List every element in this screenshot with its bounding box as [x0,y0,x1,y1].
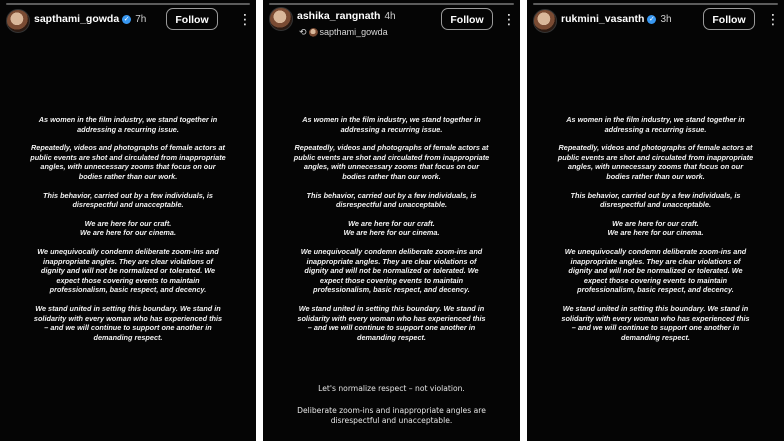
story-panel-sapthami-gowda[interactable] [0,0,256,441]
avatar[interactable] [6,9,30,33]
story-header [269,7,514,35]
username[interactable]: rukmini_vasanth [561,13,645,25]
username-row[interactable] [297,10,396,22]
story-progress-bar [269,3,514,5]
verified-badge-icon: ✓ [123,15,130,23]
statement-paragraph: We stand united in setting this boundary. We stand in solidarity with every woman who has experienced this – and we will continue to support one another in demanding respect. [561,303,750,342]
statement-paragraph: Repeatedly, videos and photographs of female actors at public events are shot and circulated from inappropriate angles, with unnecessary zooms that focus on our bodies rather than our work. [30,143,226,181]
post-time: 7h [135,14,147,25]
username-row[interactable] [561,13,672,25]
statement-paragraph: Repeatedly, videos and photographs of female actors at public events are shot and circulated from inappropriate angles, with unnecessary zooms that focus on our bodies rather than our work. [557,143,754,181]
statement-paragraph: Repeatedly, videos and photographs of female actors at public events are shot and circulated from inappropriate angles, with unnecessary zooms that focus on our bodies rather than our work. [293,143,490,181]
statement-paragraph: This behavior, carried out by a few individuals, is disrespectful and unacceptable. [43,190,213,210]
username[interactable]: sapthami_gowda [34,13,120,25]
statement-paragraph: We unequivocally condemn deliberate zoom-ins and inappropriate angles. They are clear violations of dignity and will not be normalized or tolerated. We expect those covering events to maintain professionalism, basic respect, and decency. [37,246,219,295]
statement-paragraph: This behavior, carried out by a few individuals, is disrespectful and unacceptable. [306,190,477,210]
repost-icon: ⟲ [299,27,307,37]
more-options-icon[interactable]: ⋮ [238,11,252,27]
statement-paragraph: As women in the film industry, we stand together in addressing a recurring issue. [38,115,218,134]
story-header [533,7,778,35]
story-statement [535,115,776,351]
more-options-icon[interactable]: ⋮ [766,11,780,27]
avatar[interactable] [533,9,557,33]
verified-badge-icon: ✓ [649,15,655,23]
story-statement [8,115,248,351]
statement-paragraph: We are here for our craft. We are here for our cinema. [607,218,704,238]
reposted-username[interactable]: sapthami_gowda [319,27,388,37]
statement-paragraph: We are here for our craft. We are here for our cinema. [80,218,176,238]
statement-paragraph: We unequivocally condemn deliberate zoom-ins and inappropriate angles. They are clear violations of dignity and will not be normalized or tolerated. We expect those covering events to maintain professionalism, basic respect, and decency. [564,246,747,295]
reposted-from[interactable] [299,27,388,38]
statement-paragraph: As women in the film industry, we stand together in addressing a recurring issue. [302,115,481,134]
story-progress-bar [6,3,250,5]
reposted-avatar [309,28,318,37]
username[interactable]: ashika_rangnath [297,10,381,22]
story-progress-bar [533,3,778,5]
more-options-icon[interactable]: ⋮ [502,11,516,27]
follow-button[interactable]: Follow [166,8,218,30]
story-header [6,7,250,35]
caption-line: Deliberate zoom-ins and inappropriate angles are disrespectful and unacceptable. [297,406,486,425]
story-caption [273,384,510,438]
story-panel-ashika-rangnath[interactable] [263,0,520,441]
follow-button[interactable]: Follow [703,8,755,30]
post-time: 3h [660,14,672,25]
statement-paragraph: We stand united in setting this boundary. We stand in solidarity with every woman who has experienced this – and we will continue to support one another in demanding respect. [33,303,223,342]
avatar[interactable] [269,7,293,31]
statement-paragraph: We stand united in setting this boundary. We stand in solidarity with every woman who has experienced this – and we will continue to support one another in demanding respect. [297,303,486,342]
post-time: 4h [384,11,396,22]
statement-paragraph: We are here for our craft. We are here for our cinema. [343,218,440,238]
statement-paragraph: As women in the film industry, we stand together in addressing a recurring issue. [566,115,745,134]
story-statement [271,115,512,351]
statement-paragraph: This behavior, carried out by a few individuals, is disrespectful and unacceptable. [570,190,741,210]
caption-line: Let's normalize respect – not violation. [318,384,465,393]
statement-paragraph: We unequivocally condemn deliberate zoom-ins and inappropriate angles. They are clear violations of dignity and will not be normalized or tolerated. We expect those covering events to maintain professionalism, basic respect, and decency. [300,246,483,295]
story-panel-rukmini-vasanth[interactable] [527,0,784,441]
username-row[interactable] [34,13,146,25]
follow-button[interactable]: Follow [441,8,493,30]
